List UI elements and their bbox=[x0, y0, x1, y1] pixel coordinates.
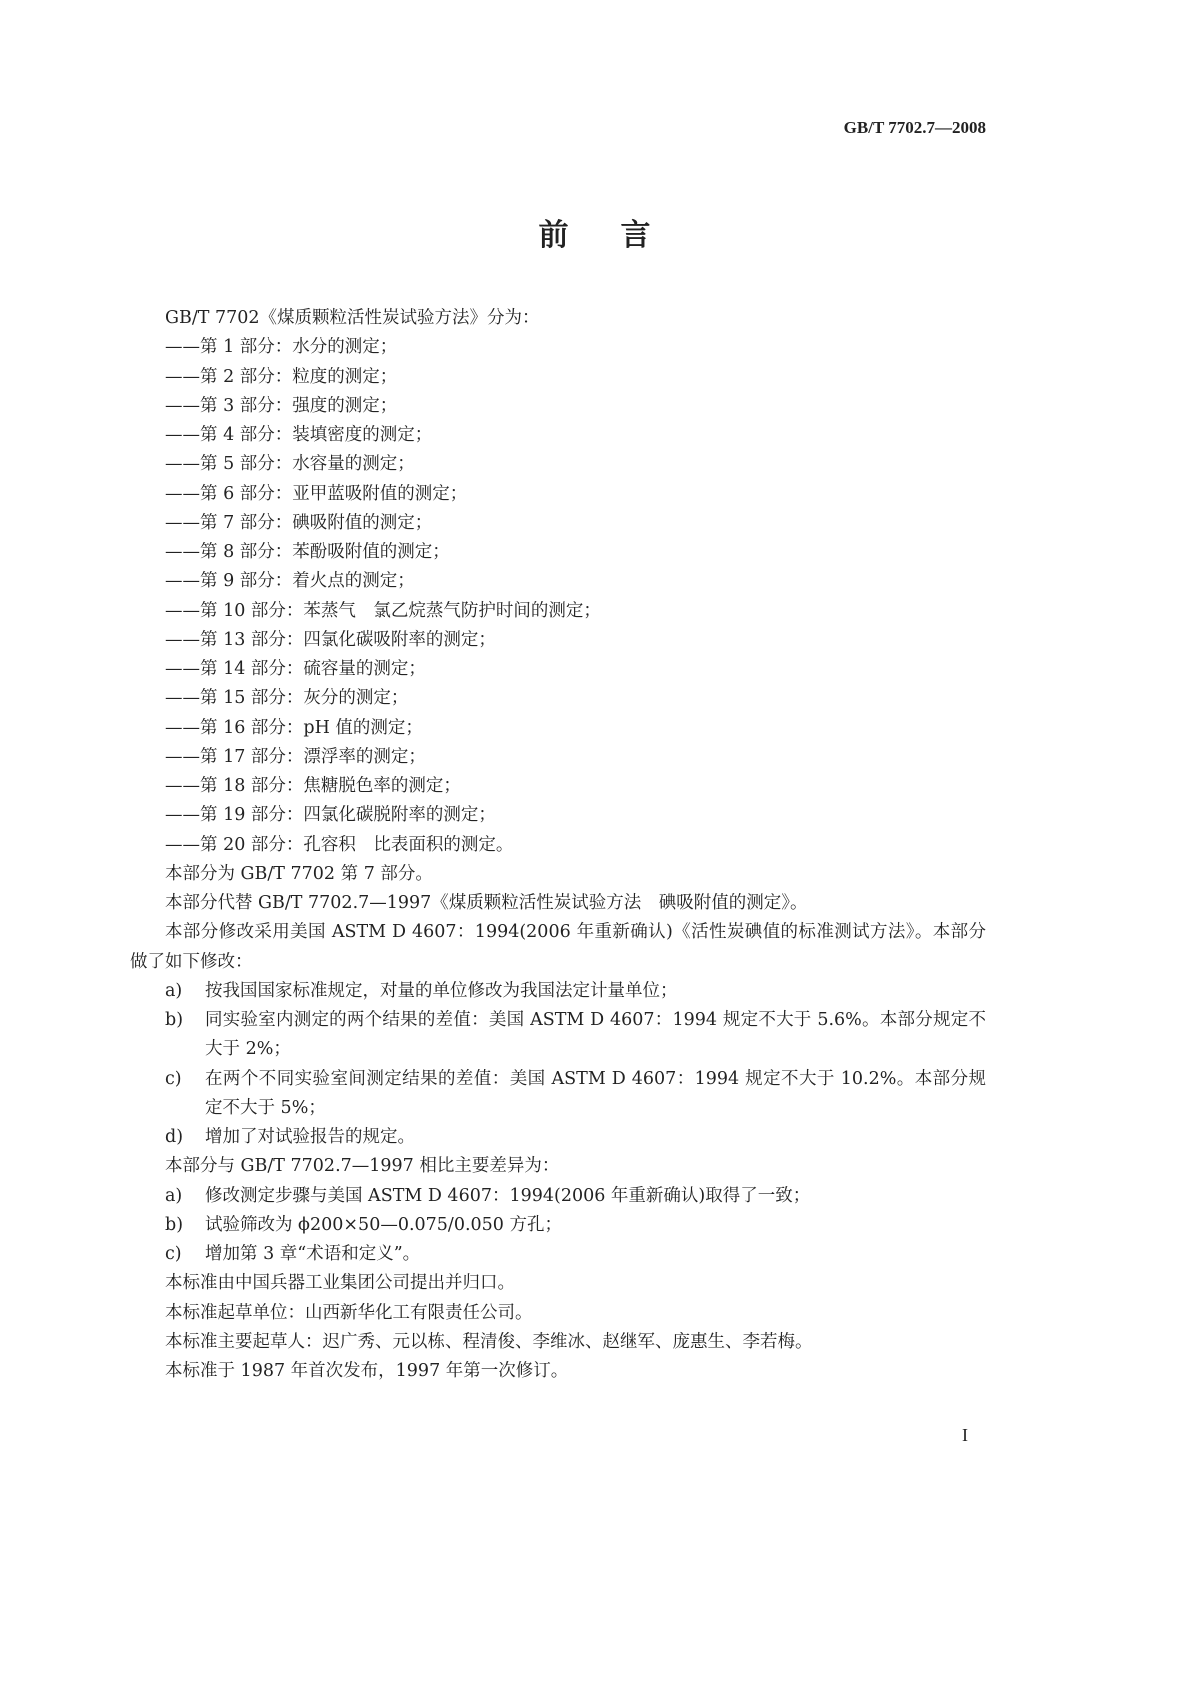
foreword-body bbox=[130, 304, 986, 1386]
part-list-item: ——第 18 部分：焦糖脱色率的测定； bbox=[165, 776, 461, 796]
part-list-item: ——第 1 部分：水分的测定； bbox=[165, 337, 398, 358]
closing-paragraph: 本标准由中国兵器工业集团公司提出并归口。 bbox=[165, 1273, 515, 1294]
intro-paragraph: GB/T 7702《煤质颗粒活性炭试验方法》分为： bbox=[165, 308, 540, 328]
closing-paragraph: 本标准起草单位：山西新华化工有限责任公司。 bbox=[165, 1302, 533, 1323]
closing-paragraphs bbox=[130, 1269, 986, 1386]
item-label: d) bbox=[165, 1127, 184, 1147]
adopt-paragraph: 本部分修改采用美国 ASTM D 4607：1994(2006 年重新确认)《活性炭碘值的标准测试方法》。本部分做了如下修改： bbox=[130, 922, 986, 972]
part-list-item: ——第 9 部分：着火点的测定； bbox=[165, 571, 415, 592]
item-label: b) bbox=[165, 1010, 184, 1030]
item-text: 在两个不同实验室间测定结果的差值：美国 ASTM D 4607：1994 规定不大于 10.2%。本部分规定不大于 5%； bbox=[205, 1068, 986, 1118]
part-list-item: ——第 8 部分：苯酚吸附值的测定； bbox=[165, 542, 450, 562]
item-text: 修改测定步骤与美国 ASTM D 4607：1994(2006 年重新确认)取得了一致； bbox=[205, 1185, 811, 1206]
part-list-item: ——第 16 部分：pH 值的测定； bbox=[165, 717, 423, 738]
list-item bbox=[130, 1065, 986, 1124]
part-list-item: ——第 7 部分：碘吸附值的测定； bbox=[165, 512, 433, 533]
item-label: c) bbox=[165, 1244, 182, 1264]
list-item bbox=[130, 1123, 986, 1152]
part-list-item: ——第 10 部分：苯蒸气 氯乙烷蒸气防护时间的测定； bbox=[165, 600, 601, 621]
part-list-item: ——第 14 部分：硫容量的测定； bbox=[165, 659, 426, 679]
item-text: 同实验室内测定的两个结果的差值：美国 ASTM D 4607：1994 规定不大于 5.6%。本部分规定不大于 2%； bbox=[205, 1010, 986, 1060]
list-item bbox=[130, 1006, 986, 1065]
closing-paragraph: 本标准于 1987 年首次发布，1997 年第一次修订。 bbox=[165, 1361, 569, 1381]
part-list-item: ——第 13 部分：四氯化碳吸附率的测定； bbox=[165, 629, 496, 650]
part-list-item: ——第 4 部分：装填密度的测定； bbox=[165, 425, 433, 445]
part-list-item: ——第 17 部分：漂浮率的测定； bbox=[165, 746, 426, 767]
part-paragraph: 本部分为 GB/T 7702 第 7 部分。 bbox=[165, 863, 433, 884]
item-text: 增加了对试验报告的规定。 bbox=[205, 1127, 415, 1147]
page-title bbox=[0, 210, 1191, 254]
list-item bbox=[130, 1240, 986, 1269]
part-list-item: ——第 2 部分：粒度的测定； bbox=[165, 366, 398, 387]
closing-paragraph: 本标准主要起草人：迟广秀、元以栋、程清俊、李维冰、赵继军、庞惠生、李若梅。 bbox=[165, 1331, 813, 1352]
item-text: 增加第 3 章“术语和定义”。 bbox=[205, 1244, 421, 1264]
part-list-item: ——第 20 部分：孔容积 比表面积的测定。 bbox=[165, 834, 514, 855]
part-list-item: ——第 3 部分：强度的测定； bbox=[165, 395, 398, 416]
title-char: 言 bbox=[620, 218, 653, 253]
list-item bbox=[130, 1211, 986, 1240]
modifications-list bbox=[130, 977, 986, 1153]
replace-paragraph: 本部分代替 GB/T 7702.7—1997《煤质颗粒活性炭试验方法 碘吸附值的测定》。 bbox=[165, 893, 808, 913]
item-label: a) bbox=[165, 1185, 183, 1206]
part-list-item: ——第 19 部分：四氯化碳脱附率的测定； bbox=[165, 805, 496, 826]
part-list-item: ——第 15 部分：灰分的测定； bbox=[165, 688, 409, 709]
title-char: 前 bbox=[538, 218, 571, 253]
part-list-item: ——第 6 部分：亚甲蓝吸附值的测定； bbox=[165, 483, 468, 504]
diff-paragraph: 本部分与 GB/T 7702.7—1997 相比主要差异为： bbox=[165, 1156, 560, 1177]
list-item bbox=[130, 1182, 986, 1211]
item-text: 试验筛改为 ϕ200×50—0.075/0.050 方孔； bbox=[205, 1214, 562, 1235]
item-label: a) bbox=[165, 980, 183, 1001]
list-item bbox=[130, 977, 986, 1006]
item-label: c) bbox=[165, 1068, 182, 1089]
part-list-item: ——第 5 部分：水容量的测定； bbox=[165, 454, 415, 475]
item-label: b) bbox=[165, 1214, 184, 1235]
item-text: 按我国国家标准规定，对量的单位修改为我国法定计量单位； bbox=[205, 980, 678, 1001]
standard-number-header: GB/T 7702.7—2008 bbox=[843, 118, 986, 137]
page-number: I bbox=[962, 1425, 968, 1445]
differences-list bbox=[130, 1182, 986, 1270]
parts-list bbox=[130, 333, 986, 860]
